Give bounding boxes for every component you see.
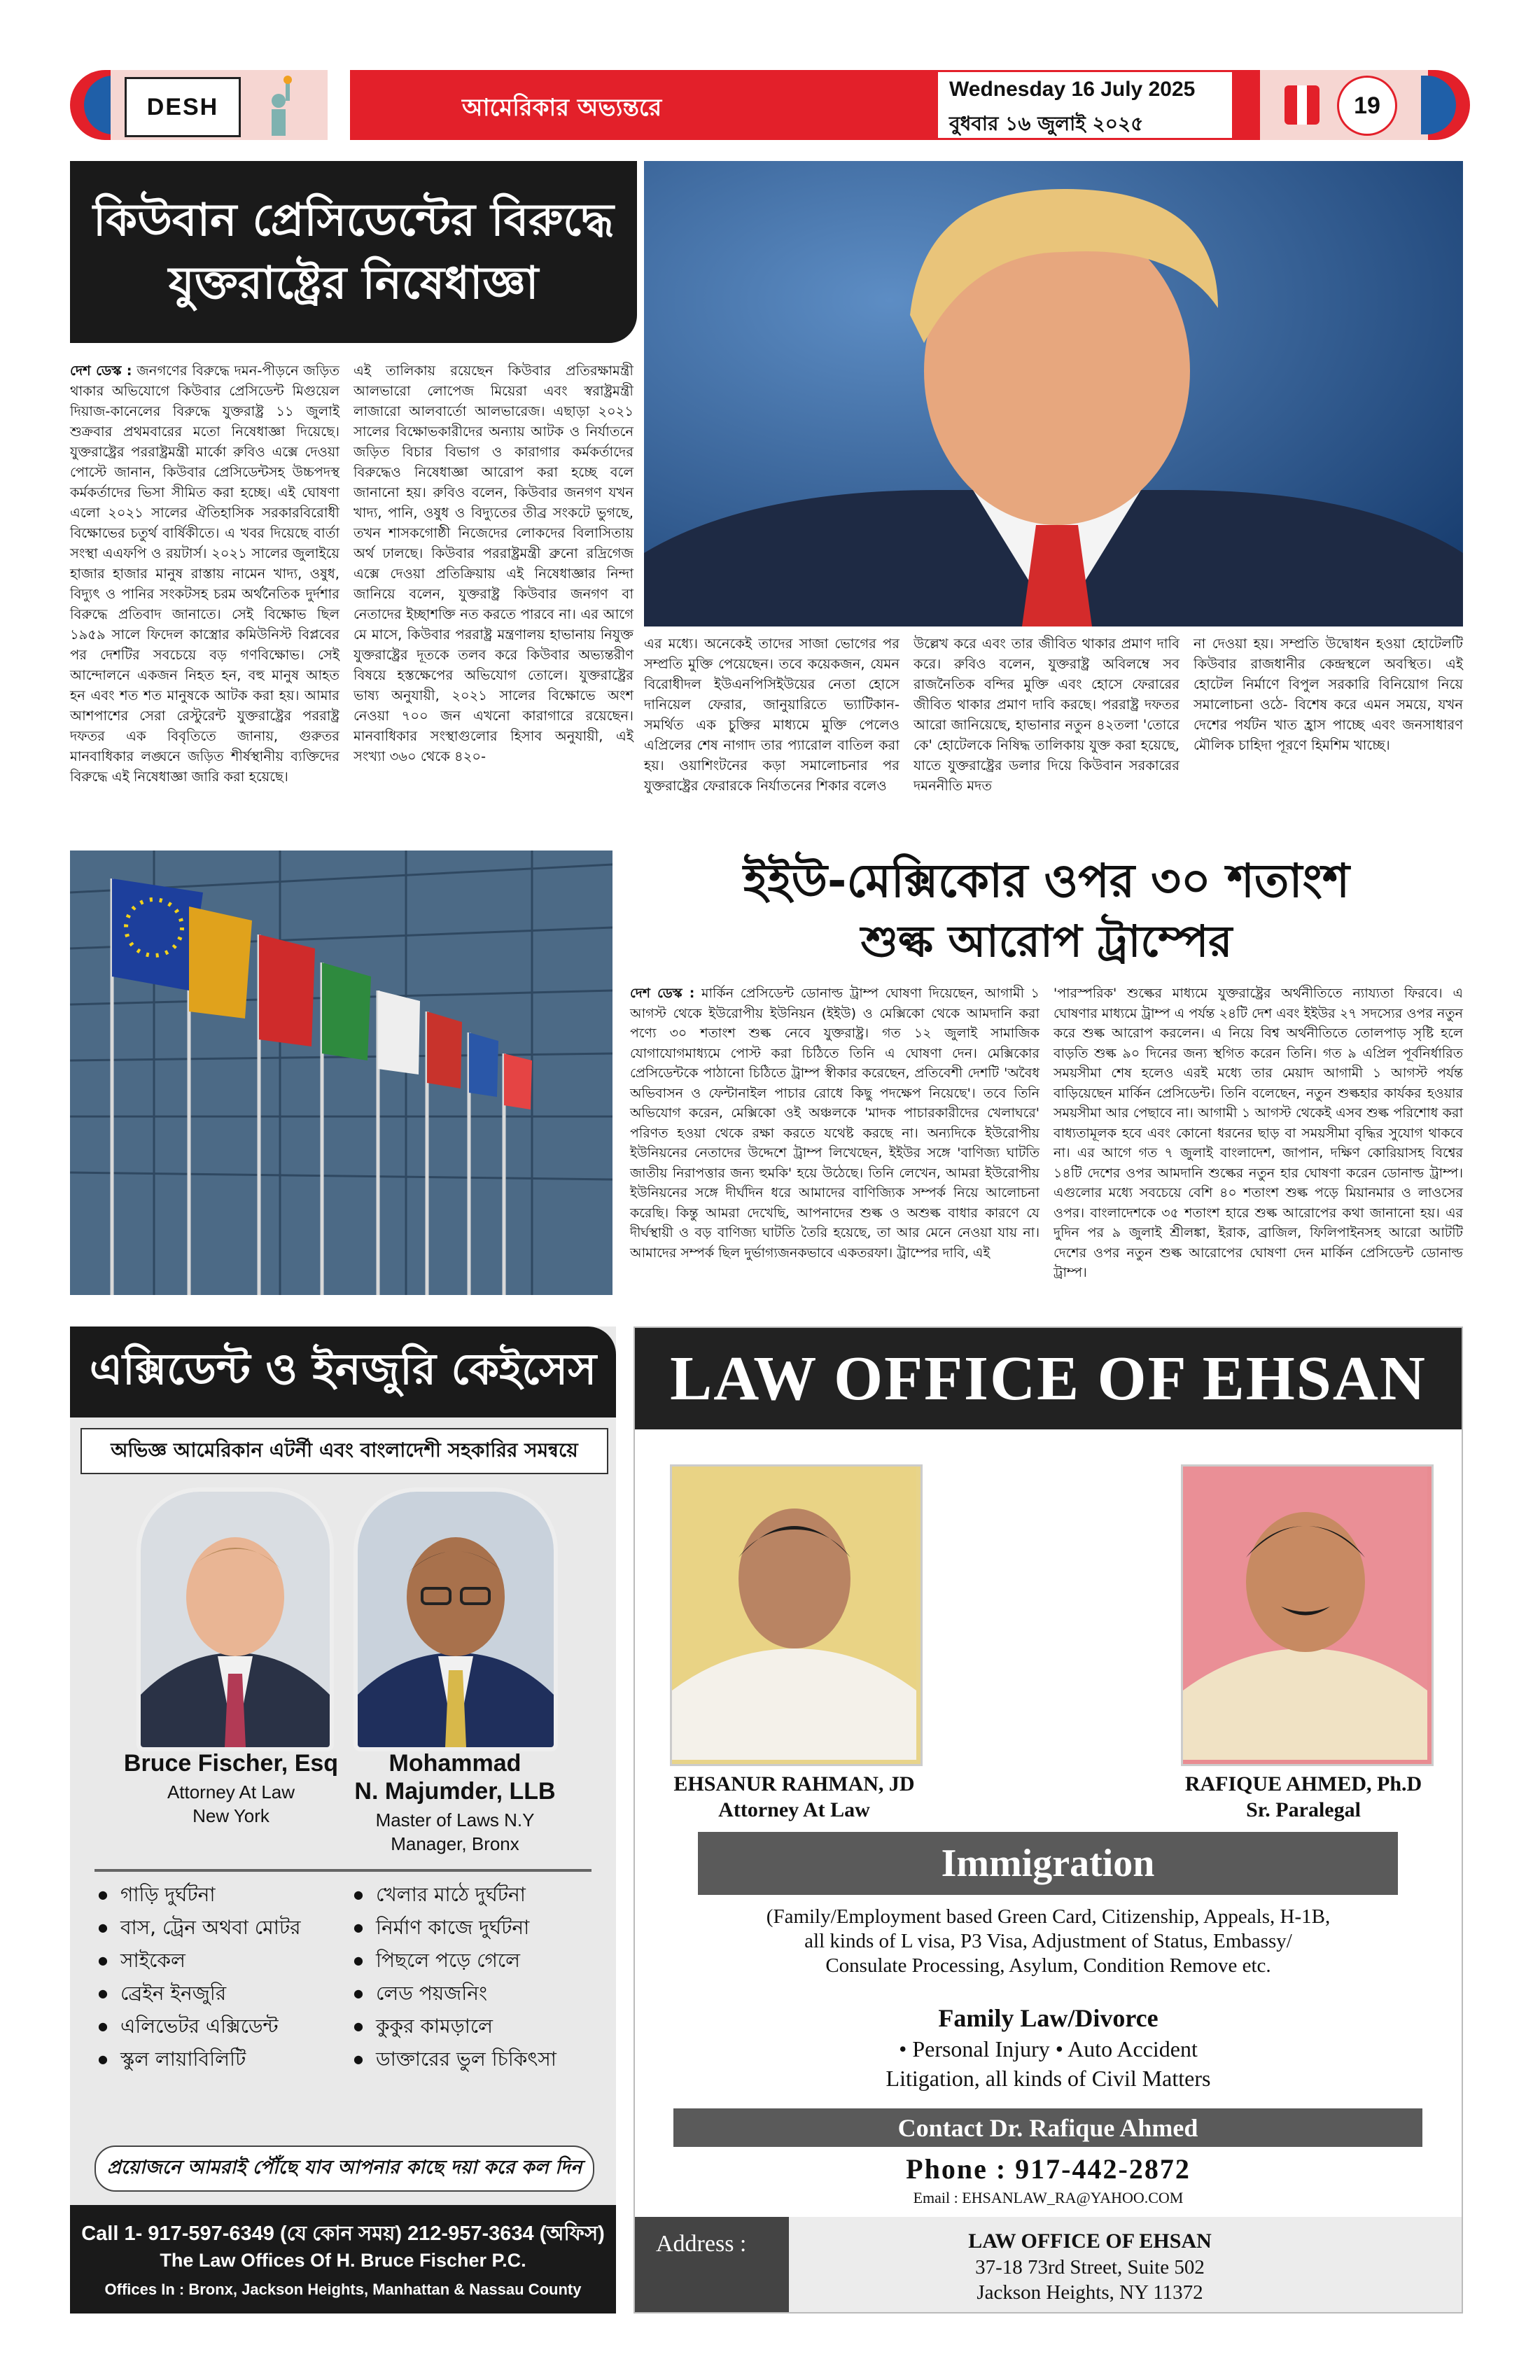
law-office-title: LAW OFFICE OF EHSAN xyxy=(635,1328,1462,1429)
injury-ad-callout: প্রয়োজনে আমরাই পৌঁছে যাব আপনার কাছে দয়া করে কল দিন xyxy=(94,2146,594,2192)
list-item: ● ডাক্তারের ভুল চিকিৎসা xyxy=(354,2044,606,2077)
article2-col2: 'পারস্পরিক' শুল্কের মাধ্যমে যুক্তরাষ্ট্রের অর্থনীতিতে ন্যায্যতা ফিরবে। এ ঘোষণার মাধ্যমে ট্রাম্প এ পর্যন্ত ২৪টি দেশ এবং ইইউর ২৭ সদস্যের ওপর নতুন করে শুল্ক আরোপ করলেন। এ নিয়ে বিশ্ব অর্থনীতিতে তোলপাড় সৃষ্টি হলে বাড়তি শুল্ক ৯০ দিনের জন্য স্থগিত করেন তিনি। গত ৯ এপ্রিল পূর্বনির্ধারিত সময়সীমা শেষ হলেও এরই মধ্যে তার মেয়াদ আগামী ১ আগস্ট পর্যন্ত বাড়িয়েছেন মার্কিন প্রেসিডেন্ট। তিনি বলেছেন, নতুন শুল্কহার কার্যকর হওয়ার সময়সীমা আর পেছাবে না। আগামী ১ আগস্ট থেকেই এসব শুল্ক পরিশোধ করা বাধ্যতামূলক হবে এবং কোনো ধরনের ছাড় বা সময়সীমা বৃদ্ধির সুযোগ থাকবে না। এর আগে গত ৭ জুলাই বাংলাদেশ, জাপান, দক্ষিণ কোরিয়াসহ বিশ্বের ১৪টি দেশের ওপর আমদানি শুল্কের নতুন হার ঘোষণা করেন ডোনাল্ড ট্রাম্প। এগুলোর মধ্যে সবচেয়ে বেশি ৪০ শতাংশ শুল্ক পড়ে মিয়ানমার ও লাওসের ওপর। বাংলাদেশকে ৩৫ শতাংশ হারে শুল্ক আরোপের কথা জানানো হয়। এর দুদিন পর ৯ জুলাই শ্রীলঙ্কা, ইরাক, ব্রাজিল, ফিলিপাইনসহ আরো আটটি দেশের ওপর নতুন শুল্ক আরোপের ঘোষণা দেন মার্কিন প্রেসিডেন্ট ডোনাল্ড ট্রাম্প। xyxy=(1054,986,1463,1280)
article2-col1 xyxy=(630,983,1040,1298)
article1-col1-text: জনগণের বিরুদ্ধে দমন-পীড়নে জড়িত থাকার অভিযোগে কিউবার প্রেসিডেন্ট মিগুয়েল দিয়াজ-কানেলের বিরুদ্ধে যুক্তরাষ্ট্র ১১ জুলাই শুক্রবার প্রথমবারের মতো নিষেধাজ্ঞা দিয়েছে। যুক্তরাষ্ট্রের পররাষ্ট্রমন্ত্রী মার্কো রুবিও এক্সে দেওয়া পোস্টে জানান, কিউবার প্রেসিডেন্টসহ উচ্চপদস্থ কর্মকর্তাদের ভিসা সীমিত করা হচ্ছে। এই ঘোষণা এলো ২০২১ সালের ঐতিহাসিক সরকারবিরোধী বিক্ষোভের চতুর্থ বার্ষিকীতে। এ খবর দিয়েছে বার্তা সংস্থা এএফপি ও রয়টার্স। ২০২১ সালের জুলাইয়ে হাজার হাজার মানুষ রাস্তায় নামেন খাদ্য, ওষুধ, বিদ্যুৎ ও পানির সংকটসহ চরম অর্থনৈতিক দুর্দশার বিরুদ্ধে প্রতিবাদ জানাতে। সেই বিক্ষোভ ছিল ১৯৫৯ সালে ফিদেল কাস্ত্রোর কমিউনিস্ট বিপ্লবের পর দেশটির সবচেয়ে বড় গণবিক্ষোভ। সেই আন্দোলনে একজন নিহত হন, বহু মানুষ আহত হন এবং শত শত মানুষকে আটক করা হয়। আমার আশপাশের সেরা রেস্টুরেন্ট যুক্তরাষ্ট্রের পররাষ্ট্র দফতর এক বিবৃতিতে জানায়, গুরুতর মানবাধিকার লঙ্ঘনে জড়িত শীর্ষস্থানীয় ব্যক্তিদের বিরুদ্ধে এই নিষেধাজ্ঞা জারি করা হয়েছে। xyxy=(70,363,340,785)
list-item: ● লেড পয়জনিং xyxy=(354,1978,606,2011)
eu-flags-photo xyxy=(70,850,612,1295)
list-item: ● এলিভেটর এক্সিডেন্ট xyxy=(98,2011,336,2044)
injury-list-right xyxy=(354,1879,606,2077)
article1-headline-line1: কিউবান প্রেসিডেন্টের বিরুদ্ধে xyxy=(93,195,614,246)
lawyer2-name-line1: Mohammad xyxy=(388,1750,522,1777)
call-line: Call 1- 917-597-6349 (যে কোন সময়) 212-957-3634 (অফিস) xyxy=(81,2222,605,2245)
article2-lead: দেশ ডেস্ক : xyxy=(630,986,695,1001)
immigration-line1: (Family/Employment based Green Card, Citizenship, Appeals, H-1B, xyxy=(766,1905,1331,1928)
list-item: ● স্কুল লায়াবিলিটি xyxy=(98,2044,336,2077)
email-address: Email : EHSANLAW_RA@YAHOO.COM xyxy=(913,2189,1184,2206)
article2-col1-text: মার্কিন প্রেসিডেন্ট ডোনাল্ড ট্রাম্প ঘোষণা দিয়েছেন, আগামী ১ আগস্ট থেকে ইউরোপীয় ইউনিয়ন (ইইউ) ও মেক্সিকো থেকে আমদানি করা পণ্যে ৩০ শতাংশ শুল্ক নেবে যুক্তরাষ্ট্র। গত ১২ জুলাই সামাজিক যোগাযোগমাধ্যমে পোস্ট করা চিঠিতে তিনি এ ঘোষণা দেন। মেক্সিকোর প্রেসিডেন্টকে পাঠানো চিঠিতে ট্রাম্প স্বীকার করেছেন, প্রতিবেশী দেশটি 'অবৈধ অভিবাসন ও ফেন্টানাইল পাচার রোধে কিছু পদক্ষেপ নিয়েছে'। তবে তিনি অভিযোগ করেন, মেক্সিকো ওই অঞ্চলকে 'মাদক পাচারকারীদের খেলাঘরে' পরিণত হওয়া থেকে রক্ষা করতে যথেষ্ট করছে না। অন্যদিকে ইউরোপীয় ইউনিয়নের নেতাদের উদ্দেশে ট্রাম্প লিখেছেন, ইইউর সঙ্গে 'বাণিজ্য ঘাটতি জাতীয় নিরাপত্তার জন্য হুমকি' হয়ে উঠেছে। তিনি লেখেন, আমরা ইউরোপীয় ইউনিয়নের সঙ্গে দীর্ঘদিন ধরে আমাদের বাণিজ্যিক সম্পর্ক নিয়ে আলোচনা করেছি। কিন্তু আমরা দেখেছি, আপনাদের শুল্ক ও অশুল্ক বাধার কারণে যে দীর্ঘস্থায়ী ও বড় বাণিজ্য ঘাটতি তৈরি হয়েছে, তা আর মেনে নেওয়া যায় না। আমাদের সম্পর্ক ছিল দুর্ভাগ্যজনকভাবে একতরফা। ট্রাম্পের দাবি, এই xyxy=(630,986,1040,1261)
article1-col2: এই তালিকায় রয়েছেন কিউবার প্রতিরক্ষামন্ত্রী আলভারো লোপেজ মিয়েরা এবং স্বরাষ্ট্রমন্ত্রী লাজারো আলবার্তো আলভারেজ। এছাড়া ২০২১ সালের বিক্ষোভকারীদের অন্যায় আটক ও নির্যাতনে জড়িত বিচার বিভাগ ও কারাগার কর্মকর্তাদের বিরুদ্ধেও নিষেধাজ্ঞা আরোপ করা হচ্ছে বলে জানানো হয়। রুবিও বলেন, কিউবার জনগণ যখন খাদ্য, পানি, ওষুধ ও বিদ্যুতের তীব্র সংকটে ভুগছে, তখন শাসকগোষ্ঠী নিজেদের লোকদের বিলাসিতায় অর্থ ঢালছে। কিউবার পররাষ্ট্রমন্ত্রী ব্রুনো রদ্রিগেজ এক্সে দেওয়া প্রতিক্রিয়ায় এই নিষেধাজ্ঞার নিন্দা জানিয়ে বলেন, যুক্তরাষ্ট্র কিউবার জনগণ বা নেতাদের ইচ্ছাশক্তি নত করতে পারবে না। এর আগে মে মাসে, কিউবার পররাষ্ট্র মন্ত্রণালয় হাভানায় নিযুক্ত যুক্তরাষ্ট্রের দূতকে তলব করে কিউবার অভ্যন্তরীণ বিষয়ে হস্তক্ষেপের অভিযোগ তোলে। যুক্তরাষ্ট্রের ভাষ্য অনুযায়ী, ২০২১ সালের বিক্ষোভে অংশ নেওয়া ৭০০ জন এখনো কারাগারে রয়েছেন। মানবাধিকার সংস্থাগুলোর হিসাব অনুযায়ী, এই সংখ্যা ৩৬০ থেকে ৪২০- xyxy=(354,363,634,764)
date-box xyxy=(938,70,1232,140)
statue-of-liberty-icon xyxy=(251,74,307,137)
person2-name: RAFIQUE AHMED, Ph.D xyxy=(1184,1772,1422,1795)
injury-ad-title: এক্সিডেন্ট ও ইনজুরি কেইসেস xyxy=(70,1326,616,1418)
logo-box xyxy=(111,70,328,140)
address-line2: 37-18 73rd Street, Suite 502 xyxy=(975,2256,1205,2278)
article2-headline xyxy=(630,850,1463,976)
firm-name: The Law Offices Of H. Bruce Fischer P.C. xyxy=(160,2250,526,2271)
injury-ad-footer xyxy=(70,2205,616,2314)
article1-col1 xyxy=(70,360,340,816)
article1-col3: এর মধ্যে। অনেকেই তাদের সাজা ভোগের পর সম্প্রতি মুক্তি পেয়েছেন। তবে কয়েকজন, যেমন বিরোধীদল ইউএনপিসিইউয়ের নেতা হোসে দানিয়েল ফেরার, জানুয়ারিতে ভ্যাটিকান-সমর্থিত এক চুক্তির মাধ্যমে মুক্তি পেলেও এপ্রিলের শেষ নাগাদ তার প্যারোল বাতিল করা হয়। ওয়াশিংটনের কড়া সমালোচনার পর যুক্তরাষ্ট্রের ফেরারকে নির্যাতনের শিকার বলেও xyxy=(644,636,899,794)
lawyer1-portrait xyxy=(136,1488,334,1751)
lawyer2-degree: Master of Laws N.Y xyxy=(375,1809,535,1830)
injury-ad xyxy=(70,1326,616,2314)
list-item: ● বাস, ট্রেন অথবা মোটর xyxy=(98,1912,336,1945)
injury-list-left xyxy=(98,1879,336,2077)
article1-headline-line2: যুক্তরাষ্ট্রের নিষেধাজ্ঞা xyxy=(168,258,539,309)
immigration-banner: Immigration xyxy=(698,1832,1398,1895)
article1-lead: দেশ ডেস্ক : xyxy=(70,363,132,379)
litigation-line: Litigation, all kinds of Civil Matters xyxy=(886,2066,1211,2091)
article1-headline xyxy=(70,161,637,343)
phone-number: Phone : 917-442-2872 xyxy=(906,2153,1191,2185)
page-number: 19 xyxy=(1337,76,1397,136)
divider xyxy=(94,1869,592,1872)
family-law: Family Law/Divorce xyxy=(938,2004,1158,2032)
article2-headline-line2: শুল্ক আরোপ ট্রাম্পের xyxy=(860,916,1233,967)
list-item: ● পিছলে পড়ে গেলে xyxy=(354,1945,606,1978)
address-line3: Jackson Heights, NY 11372 xyxy=(976,2281,1203,2304)
page-header xyxy=(70,70,1470,140)
personal-injury-line: • Personal Injury • Auto Accident xyxy=(899,2036,1198,2062)
list-item: ● নির্মাণ কাজে দুর্ঘটনা xyxy=(354,1912,606,1945)
lawyer2-role: Manager, Bronx xyxy=(391,1833,519,1854)
injury-ad-subtitle: অভিজ্ঞ আমেরিকান এটর্নী এবং বাংলাদেশী সহকারির সমন্বয়ে xyxy=(80,1428,608,1474)
lawyer1-role: Attorney At Law xyxy=(167,1782,295,1802)
address-bar xyxy=(635,2217,1462,2312)
law-office-ad xyxy=(634,1326,1463,2314)
date-english: Wednesday 16 July 2025 xyxy=(949,78,1196,101)
book-icon xyxy=(1284,85,1320,125)
trump-photo xyxy=(644,161,1463,626)
article1-col4: উল্লেখ করে এবং তার জীবিত থাকার প্রমাণ দাবি করে। রুবিও বলেন, যুক্তরাষ্ট্র অবিলম্বে সব রাজনৈতিক বন্দির মুক্তি এবং হোসে ফেরারের জীবিত থাকার প্রমাণ দাবি করছে। পররাষ্ট্র দফতর আরো জানিয়েছে, হাভানার নতুন ৪২তলা 'তোরে কে' হোটেলকে নিষিদ্ধ তালিকায় যুক্ত করা হয়েছে, যাতে যুক্তরাষ্ট্রের ডলার দিয়ে কিউবান সরকারের দমননীতি মদত xyxy=(913,636,1180,794)
person2-photo xyxy=(1181,1464,1434,1766)
person2-role: Sr. Paralegal xyxy=(1246,1798,1361,1821)
contact-banner: Contact Dr. Rafique Ahmed xyxy=(673,2108,1422,2147)
person1-name: EHSANUR RAHMAN, JD xyxy=(673,1772,915,1795)
lawyer2-portrait xyxy=(354,1488,558,1751)
lawyer2-name-line2: N. Majumder, LLB xyxy=(354,1778,556,1805)
lawyer1-location: New York xyxy=(192,1805,270,1826)
logo: DESH xyxy=(125,77,241,137)
article1-col5: না দেওয়া হয়। সম্প্রতি উদ্বোধন হওয়া হোটেলটি কিউবার রাজধানীর কেন্দ্রস্থলে অবস্থিত। এই হোটেল নির্মাণে বিপুল সরকারি বিনিয়োগ নিয়ে সমালোচনা ওঠে- বিশেষ করে এমন সময়ে, যখন দেশের পর্যটন খাত হ্রাস পাচ্ছে এবং জনসাধারণ মৌলিক চাহিদা পূরণে হিমশিম খাচ্ছে। xyxy=(1194,636,1463,753)
address-line1: LAW OFFICE OF EHSAN xyxy=(968,2230,1212,2253)
immigration-line3: Consulate Processing, Asylum, Condition Remove etc. xyxy=(825,1954,1271,1977)
person1-photo xyxy=(670,1464,923,1766)
article2-headline-line1: ইইউ-মেক্সিকোর ওপর ৩০ শতাংশ xyxy=(743,854,1350,908)
office-locations: Offices In : Bronx, Jackson Heights, Manhattan & Nassau County xyxy=(104,2281,582,2298)
address-label: Address : xyxy=(656,2231,747,2257)
list-item: ● ব্রেইন ইনজুরি xyxy=(98,1978,336,2011)
list-item: ● সাইকেল xyxy=(98,1945,336,1978)
person1-role: Attorney At Law xyxy=(718,1798,870,1821)
list-item: ● গাড়ি দুর্ঘটনা xyxy=(98,1879,336,1912)
section-label: আমেরিকার অভ্যন্তরে xyxy=(462,94,662,122)
immigration-line2: all kinds of L visa, P3 Visa, Adjustment of Status, Embassy/ xyxy=(804,1930,1292,1952)
lawyer1-name: Bruce Fischer, Esq xyxy=(123,1750,339,1777)
list-item: ● খেলার মাঠে দুর্ঘটনা xyxy=(354,1879,606,1912)
list-item: ● কুকুর কামড়ালে xyxy=(354,2011,606,2044)
date-bengali: বুধবার ১৬ জুলাই ২০২৫ xyxy=(949,112,1144,135)
